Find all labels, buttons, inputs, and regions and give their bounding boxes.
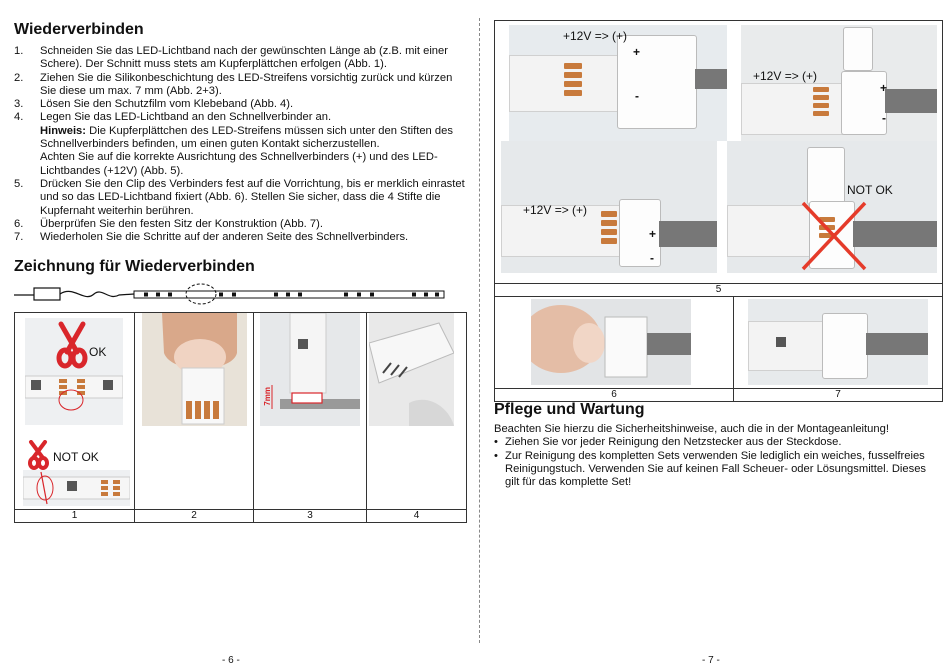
step-5: 5. Drücken Sie den Clip des Verbinders fest auf die Vorrichtung, bis er merklich einrastet und so das LED-Lichtband fixiert (Abb. 6). Stellen Sie sicher, dass die 4 Stifte die Kupfernaht weiterhin berühren. [14,177,465,217]
strip-with-7mm-mark [260,313,360,426]
figure-1-not-ok-photo [23,470,130,506]
plus-label: + [880,81,888,95]
not-ok-label: NOT OK [847,183,893,197]
figure-5 [495,21,942,283]
figure-5a-photo [509,25,727,141]
step-1: 1. Schneiden Sie das LED-Lichtband nach der gewünschten Länge ab (z.B. mit einer Schere). Der Schnitt muss stets am Kupferplättchen erfolgen (Abb. 1). [14,45,448,71]
plus-label: + [633,45,641,59]
caption-7: 7 [733,389,942,401]
figure-5d-not-ok-photo [727,141,937,273]
not-ok-label: NOT OK [53,450,99,465]
section-title-reconnect: Wiederverbinden [14,21,144,38]
figure-5c-photo [501,141,717,273]
figure-1 [15,313,134,509]
caption-1: 1 [71,510,78,522]
bullet-icon: • [494,436,498,449]
caption-6: 6 [611,389,617,400]
section-title-drawing: Zeichnung für Wiederverbinden [14,258,255,276]
figure-1-ok-photo [25,318,123,425]
figure-table-1-4 [14,312,467,523]
caption-2: 2 [134,510,253,522]
red-cross-icon [799,199,869,273]
instruction-list [14,45,466,244]
figure-6-photo [531,299,691,385]
step-6: 6. Überprüfen Sie den festen Sitz der Konstruktion (Abb. 7). [14,217,323,230]
caption-4: 4 [366,510,466,522]
minus-label: - [650,251,654,265]
step-4: 4. Legen Sie das LED-Lichtband an den Schnellverbinder an. Hinweis: Die Kupferplättchen des LED-Streifens müssen sich unter den Stiften des Schnellverbinders befinden, um einen guten Kontakt sicherzustellen. Achten Sie auf die korrekte Ausrichtung des Schnellverbinders (+) und des LED-Lichtbandes (+12V) (Abb. 5). [14,111,453,177]
figure-3-photo [260,313,360,426]
care-intro: Beachten Sie hierzu die Sicherheitshinweise, auch die in der Montageanleitung! [494,423,889,435]
figure-captions-1-4 [15,509,466,522]
figure-3 [253,313,366,509]
seven-mm-label: 7mm [263,387,272,407]
step-2: 2. Ziehen Sie die Silikonbeschichtung des LED-Streifens vorsichtig zurück und kürzen Sie diese um max. 7 mm (Abb. 2+3). [14,71,453,97]
scissors-icon [25,318,123,425]
figure-7-photo [748,299,928,385]
scissors-icon [25,440,51,470]
polarity-label: +12V => (+) [523,203,588,217]
minus-label: - [635,89,639,103]
polarity-label: +12V => (+) [563,29,628,43]
polarity-label: +12V => (+) [753,69,818,83]
left-page [14,20,466,523]
page-fold-line [479,18,480,643]
care-list [494,436,942,489]
step-3: 3. Lösen Sie den Schutzfilm vom Klebeband (Abb. 4). [14,98,294,111]
led-strip-wrong-cut [23,470,130,506]
step-7: 7. Wiederholen Sie die Schritte auf der anderen Seite des Schnellverbinders. [14,231,409,244]
page-number-7: - 7 - [702,655,720,666]
led-strip-drawing [14,281,466,305]
led-strip-sketch [14,281,454,305]
caption-5: 5 [495,283,942,296]
figure-1-not-ok [25,440,135,508]
finger-peeling-strip [142,313,247,426]
care-item-1: • Ziehen Sie vor jeder Reinigung den Netzstecker aus der Steckdose. [494,436,842,449]
hint-label: Hinweis: [40,124,87,137]
finger-pressing-clip [531,299,691,385]
minus-label: - [882,111,886,125]
figure-4 [366,313,466,509]
figure-5b-photo [741,25,937,143]
care-section [494,400,942,489]
ok-label: OK [89,345,107,360]
figure-2-photo [142,313,247,426]
caption-3: 3 [253,510,366,522]
figure-6 [495,297,733,388]
section-title-care: Pflege und Wartung [494,401,645,418]
care-item-2: • Zur Reinigung des kompletten Sets verwenden Sie lediglich ein weiches, fusselfreies Reinigungstuch. Verwenden Sie auf keinen Fall Scheuer- oder Lösungsmittel. Dieses gilt für das komplette Set! [494,449,927,489]
bullet-icon: • [494,449,498,462]
figure-4-photo [369,313,454,426]
figure-row-6-7 [495,296,942,388]
page-number-6: - 6 - [222,655,240,666]
figure-table-5-7 [494,20,943,402]
figure-2 [134,313,253,509]
plus-label: + [649,227,657,241]
protective-film-strip [369,313,454,426]
figure-7 [733,297,942,388]
